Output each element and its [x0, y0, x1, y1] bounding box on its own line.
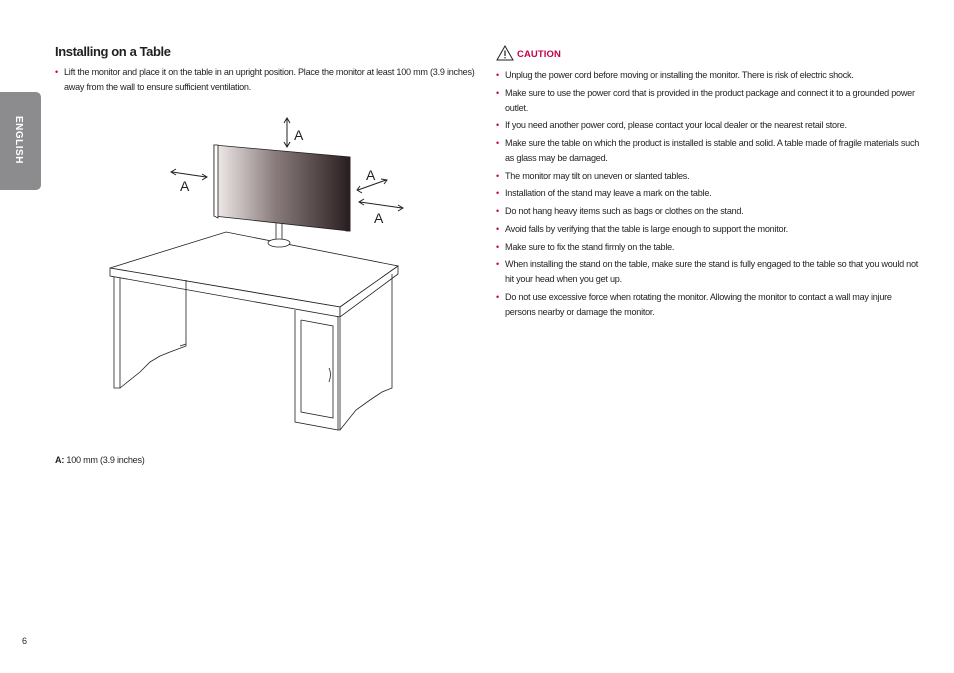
caution-item: • If you need another power cord, please contact your local dealer or the nearest retail store. [496, 118, 921, 133]
caution-item: • Do not hang heavy items such as bags or clothes on the stand. [496, 204, 921, 219]
caution-item: • When installing the stand on the table, make sure the stand is fully engaged to the table so that you would not hit your head when you get up. [496, 257, 921, 287]
caution-item: • Make sure to fix the stand firmly on the table. [496, 240, 921, 255]
caution-list [496, 68, 921, 320]
distance-note-text: 100 mm (3.9 inches) [64, 455, 145, 465]
caution-item: • Make sure the table on which the product is installed is stable and solid. A table made of fragile materials such as glass may be damaged. [496, 136, 921, 166]
caution-item: • Avoid falls by verifying that the table is large enough to support the monitor. [496, 222, 921, 237]
marker-label-top: A [294, 127, 304, 143]
marker-label-right: A [374, 210, 384, 226]
section-title: Installing on a Table [55, 44, 171, 59]
distance-note [55, 455, 145, 465]
warning-triangle-icon [496, 45, 514, 61]
language-tab-label: ENGLISH [13, 116, 24, 164]
install-section [55, 44, 480, 95]
caution-item: • The monitor may tilt on uneven or slanted tables. [496, 169, 921, 184]
language-tab [0, 92, 41, 190]
caution-item: • Make sure to use the power cord that is provided in the product package and connect it to a grounded power outlet. [496, 86, 921, 116]
install-instruction: • Lift the monitor and place it on the table in an upright position. Place the monitor at least 100 mm (3.9 inches) away from the wall to ensure sufficient ventilation. [55, 65, 480, 95]
installation-illustration [100, 110, 410, 440]
marker-label-left: A [180, 178, 190, 194]
marker-label-back: A [366, 167, 376, 183]
table-monitor-drawing [100, 110, 410, 440]
caution-item: • Installation of the stand may leave a mark on the table. [496, 186, 921, 201]
caution-section [496, 44, 921, 323]
page-number: 6 [22, 636, 28, 646]
caution-item: • Unplug the power cord before moving or installing the monitor. There is risk of electric shock. [496, 68, 921, 83]
distance-note-key: A: [55, 455, 65, 465]
caution-heading [496, 44, 921, 62]
caution-label: CAUTION [517, 48, 561, 60]
caution-item: • Do not use excessive force when rotating the monitor. Allowing the monitor to contact a wall may injure persons nearby or damage the monitor. [496, 290, 921, 320]
